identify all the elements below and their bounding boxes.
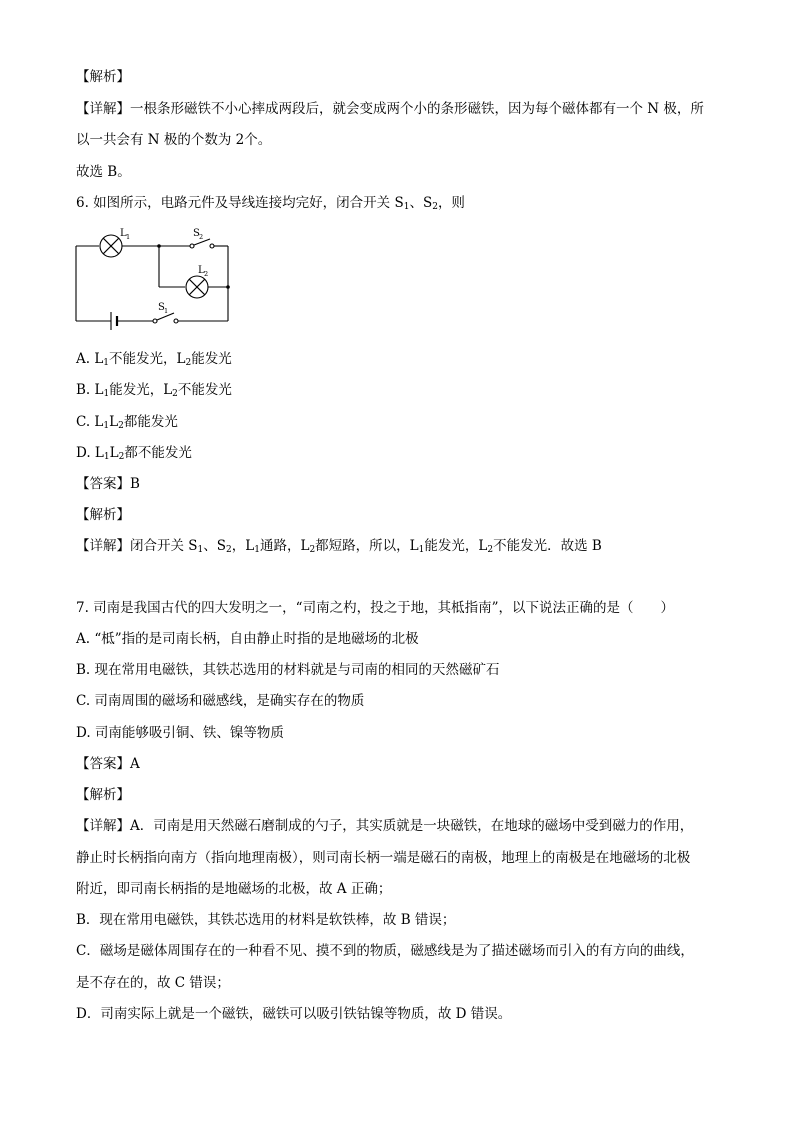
- q5-detail-line-2: 以一共会有 N 极的个数为 2个。: [76, 132, 272, 148]
- q7-detail-line-6: 是不存在的，故 C 错误；: [76, 975, 230, 991]
- q6-detail: [76, 537, 602, 559]
- q6-analysis-tag: 【解析】: [76, 507, 130, 523]
- q7-analysis-tag: 【解析】: [76, 787, 130, 803]
- subscript: 2: [309, 545, 316, 555]
- text-part: C. L: [76, 414, 104, 430]
- q5-analysis-tag: 【解析】: [76, 69, 130, 85]
- q6-option-c: [76, 413, 178, 435]
- subscript: 1: [103, 358, 110, 368]
- q7-option-b: B. 现在常用电磁铁，其铁芯选用的材料就是与司南的相同的天然磁矿石: [76, 662, 500, 678]
- text-part: 【详解】闭合开关 S: [76, 538, 198, 554]
- q6-stem-part: ，则: [437, 195, 465, 211]
- q7-detail-line-5: C．磁场是磁体周围存在的一种看不见、摸不到的物质，磁感线是为了描述磁场而引入的有方向的曲线，: [76, 943, 694, 959]
- subscript: 2: [172, 389, 178, 399]
- text-part: 都能发光: [123, 414, 178, 430]
- label-S2: S: [193, 228, 200, 239]
- q6-answer: 【答案】B: [76, 476, 140, 492]
- subscript: 1: [103, 421, 110, 431]
- subscript: 1: [103, 452, 110, 462]
- q7-detail-line-1: 【详解】A．司南是用天然磁石磨制成的勺子，其实质就是一块磁铁，在地球的磁场中受到磁力的作用，: [76, 818, 694, 834]
- q7-detail-line-2: 静止时长柄指向南方（指向地理南极），则司南长柄一端是磁石的南极，地理上的南极是在地磁场的北极: [76, 850, 691, 866]
- q7-detail-line-3: 附近，即司南长柄指的是地磁场的北极，故 A 正确；: [76, 881, 392, 897]
- text-part: D. L: [76, 445, 104, 461]
- text-part: L: [109, 414, 119, 430]
- q7-answer: 【答案】A: [76, 756, 140, 772]
- text-part: ，L: [231, 538, 255, 554]
- label-S1: S: [158, 302, 165, 313]
- subscript: 1: [197, 545, 204, 555]
- label-L1: L: [120, 228, 127, 239]
- text-part: 不能发光，L: [109, 351, 186, 367]
- q6-stem-part: 6. 如图所示，电路元件及导线连接均完好，闭合开关 S: [76, 195, 404, 211]
- subscript: 1: [418, 545, 425, 555]
- q6-stem-part: 、S: [409, 195, 433, 211]
- q6-option-d: [76, 444, 192, 466]
- text-part: 都短路，所以，L: [315, 538, 419, 554]
- subscript: 1: [254, 545, 260, 555]
- subscript: 2: [487, 545, 494, 555]
- label-L2: L: [198, 265, 205, 276]
- text-part: 能发光: [191, 351, 232, 367]
- label-S1-sub: 1: [164, 307, 169, 315]
- subscript: 2: [432, 202, 438, 212]
- text-part: 都不能发光: [124, 445, 192, 461]
- text-part: 能发光，L: [109, 382, 173, 398]
- text-part: B. L: [76, 382, 104, 398]
- text-part: 能发光，L: [424, 538, 488, 554]
- q7-option-a: A. “柢”指的是司南长柄，自由静止时指的是地磁场的北极: [76, 631, 419, 647]
- subscript: 1: [103, 389, 110, 399]
- label-L2-sub: 2: [204, 270, 209, 278]
- circuit-diagram: [70, 222, 240, 334]
- text-part: 、S: [203, 538, 227, 554]
- text-part: 不能发光: [177, 382, 232, 398]
- text-part: A. L: [76, 351, 104, 367]
- text-part: 不能发光．故选 B: [493, 538, 602, 554]
- q7-option-d: D. 司南能够吸引铜、铁、镍等物质: [76, 725, 284, 741]
- q6-stem: [76, 194, 465, 216]
- label-S2-sub: 2: [199, 233, 204, 241]
- label-L1-sub: 1: [126, 233, 131, 241]
- subscript: 2: [118, 421, 124, 431]
- q6-option-a: [76, 350, 232, 372]
- subscript: 2: [185, 358, 192, 368]
- q7-option-c: C. 司南周围的磁场和磁感线，是确实存在的物质: [76, 693, 365, 709]
- q7-detail-line-7: D．司南实际上就是一个磁铁，磁铁可以吸引铁钴镍等物质，故 D 错误。: [76, 1006, 512, 1022]
- text-part: 通路，L: [259, 538, 310, 554]
- q5-choose: 故选 B。: [76, 164, 131, 180]
- q5-detail-line-1: 【详解】一根条形磁铁不小心摔成两段后，就会变成两个小的条形磁铁，因为每个磁体都有一个 N 极，所: [76, 101, 704, 117]
- subscript: 2: [226, 545, 232, 555]
- text-part: L: [109, 445, 119, 461]
- q6-option-b: [76, 381, 232, 403]
- q7-detail-line-4: B．现在常用电磁铁，其铁芯选用的材料是软铁棒，故 B 错误；: [76, 912, 456, 928]
- q7-stem: 7. 司南是我国古代的四大发明之一，“司南之杓，投之于地，其柢指南”，以下说法正确的是（ ）: [76, 600, 674, 616]
- subscript: 2: [118, 452, 125, 462]
- subscript: 1: [403, 202, 410, 212]
- junction-dot: [226, 285, 230, 289]
- junction-dot: [157, 244, 161, 248]
